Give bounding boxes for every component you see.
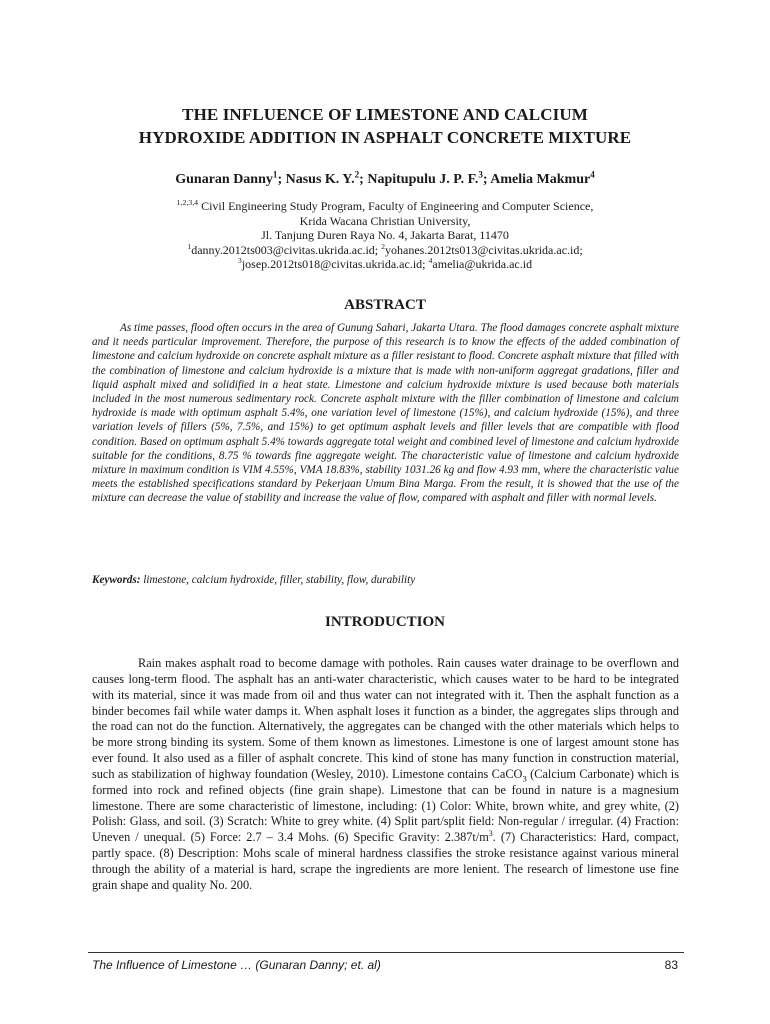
affiliation-address: Jl. Tanjung Duren Raya No. 4, Jakarta Barat, 11470 bbox=[261, 228, 509, 243]
keywords-list: limestone, calcium hydroxide, filler, stability, flow, durability bbox=[143, 574, 416, 586]
affiliation-block bbox=[60, 199, 710, 272]
paper-title bbox=[60, 103, 710, 149]
email-address: josep.2012ts018@civitas.ukrida.ac.id; bbox=[241, 257, 426, 272]
author-separator: ; bbox=[277, 172, 286, 187]
email-mark: 4 bbox=[428, 256, 433, 266]
keywords-label: Keywords: bbox=[92, 574, 141, 586]
intro-text-part-3: . (7) Characteristics: Hard, compact, partly space. (8) Description: Mohs scale of mineral hardness classifies the stroke resistance against various mineral through the ability of a material is hard, scrape the ingredients are more lenient. The research of limestone use fine grain shape and quality No. 200. bbox=[92, 830, 679, 892]
affiliation-marks: 1,2,3,4 bbox=[176, 198, 199, 207]
abstract-heading: ABSTRACT bbox=[344, 297, 426, 313]
keywords-line bbox=[92, 573, 679, 587]
author-separator: ; bbox=[482, 172, 491, 187]
author-separator: ; bbox=[359, 172, 368, 187]
email-mark: 2 bbox=[381, 241, 386, 251]
affiliation-program: Civil Engineering Study Program, Faculty of Engineering and Computer Science, bbox=[201, 199, 594, 213]
email-address: amelia@ukrida.ac.id bbox=[432, 257, 533, 272]
author-mark: 2 bbox=[354, 169, 360, 180]
intro-text-part-1: Rain makes asphalt road to become damage with potholes. Rain causes water drainage to be overflown and causes long-term flood. The asphalt has an anti-water characteristic, which causes water to be hard to be integrated with its material, since it was made from oil and thus water can not integrated with it. Then the asphalt function as a binder becomes fail while water damps it. When asphalt loses it function as a binder, the aggregates slips through and the road can not do the function. Alternatively, the aggregates can be changed with the other materials which helps to be more strong binding its system. Some of them known as limestones. Limestone is one of largest amount stone has ever found. It also used as a filler of asphalt concrete. This kind of stone has many function in construction material, such as stabilization of highway foundation (Wesley, 2010). Limestone contains CaCO bbox=[92, 656, 679, 781]
author-mark: 4 bbox=[590, 169, 595, 180]
title-line-2: HYDROXIDE ADDITION IN ASPHALT CONCRETE MIXTURE bbox=[138, 128, 632, 147]
page-number: 83 bbox=[664, 958, 678, 972]
abstract-text: As time passes, flood often occurs in the area of Gunung Sahari, Jakarta Utara. The flood damages concrete asphalt mixture and it needs particular improvement. Therefore, the purpose of this research is to know the effects of the added combination of limestone and calcium hydroxide on concrete asphalt mixture as a filler resistant to flood. Concrete asphalt mixture that filled with the combination of limestone and calcium hydroxide is a mixture that is made with non-uniform aggregat gradations, filler and liquid asphalt mixed and solidified in a heat state. Limestone and calcium hydroxide mixture is used because both materials included in the most numerous sedimentary rock. Concrete asphalt mixture with the filler combination of limestone and calcium hydroxide is made with optimum asphalt 5.4%, one variation level of limestone (15%), and calcium hydroxide (15%), and three variation levels of fillers (5%, 7.5%, and 15%) to get optimum asphalt levels and filler levels that are compatible with flood condition. Based on optimum asphalt 5.4% towards aggregate total weight and combined level of limestone and calcium hydroxide suitable for the conditions, 8.75 % towards fine aggregate weight. The characteristic value of limestone and calcium hydroxide mixture in maximum condition is VIM 4.55%, VMA 18.83%, stability 1031.26 kg and flow 4.93 mm, where the characteristic value meets the established specifications standard by Pekerjaan Umum Bina Marga. From the result, it is showed that the use of the mixture can decrease the value of stability and increase the value of flow, compared with asphalt and filler with normal levels. bbox=[92, 322, 679, 505]
author-mark: 1 bbox=[272, 169, 278, 180]
author-name: Amelia Makmur bbox=[490, 172, 591, 187]
intro-superscript: 3 bbox=[488, 829, 493, 839]
affiliation-emails-line-2 bbox=[60, 257, 710, 272]
author-list bbox=[60, 170, 710, 190]
email-mark: 3 bbox=[237, 256, 242, 266]
introduction-paragraph bbox=[92, 656, 679, 894]
email-address: danny.2012ts003@civitas.ukrida.ac.id; bbox=[191, 242, 379, 257]
email-mark: 1 bbox=[187, 241, 192, 251]
footer-divider bbox=[88, 952, 684, 953]
author-name: Napitupulu J. P. F. bbox=[367, 172, 479, 187]
author-mark: 3 bbox=[478, 169, 483, 180]
email-address: yohanes.2012ts013@civitas.ukrida.ac.id; bbox=[385, 242, 583, 257]
affiliation-university: Krida Wacana Christian University, bbox=[299, 213, 471, 228]
title-line-1: THE INFLUENCE OF LIMESTONE AND CALCIUM bbox=[182, 105, 588, 124]
affiliation-line bbox=[60, 199, 710, 214]
affiliation-emails-line-1 bbox=[60, 243, 710, 258]
running-title: The Influence of Limestone … (Gunaran Danny; et. al) bbox=[92, 958, 381, 972]
intro-text-part-2: (Calcium Carbonate) which is formed into rock and refined objects (fine grain shape). Limestone that can be found in nature is a magnesium limestone. There are some characteristic of limestone, including: (1) Color: White, brown white, and grey white, (2) Polish: Glass, and soil. (3) Scratch: White to grey white. (4) Split part/split field: Non-regular / irregular. (4) Fraction: Uneven / unequal. (5) Force: 2.7 – 3.4 Mohs. (6) Specific Gravity: 2.387t/m bbox=[92, 766, 679, 845]
author-name: Gunaran Danny bbox=[175, 172, 273, 187]
author-name: Nasus K. Y. bbox=[285, 172, 355, 187]
intro-subscript: 3 bbox=[522, 773, 527, 784]
introduction-heading: INTRODUCTION bbox=[324, 614, 445, 630]
